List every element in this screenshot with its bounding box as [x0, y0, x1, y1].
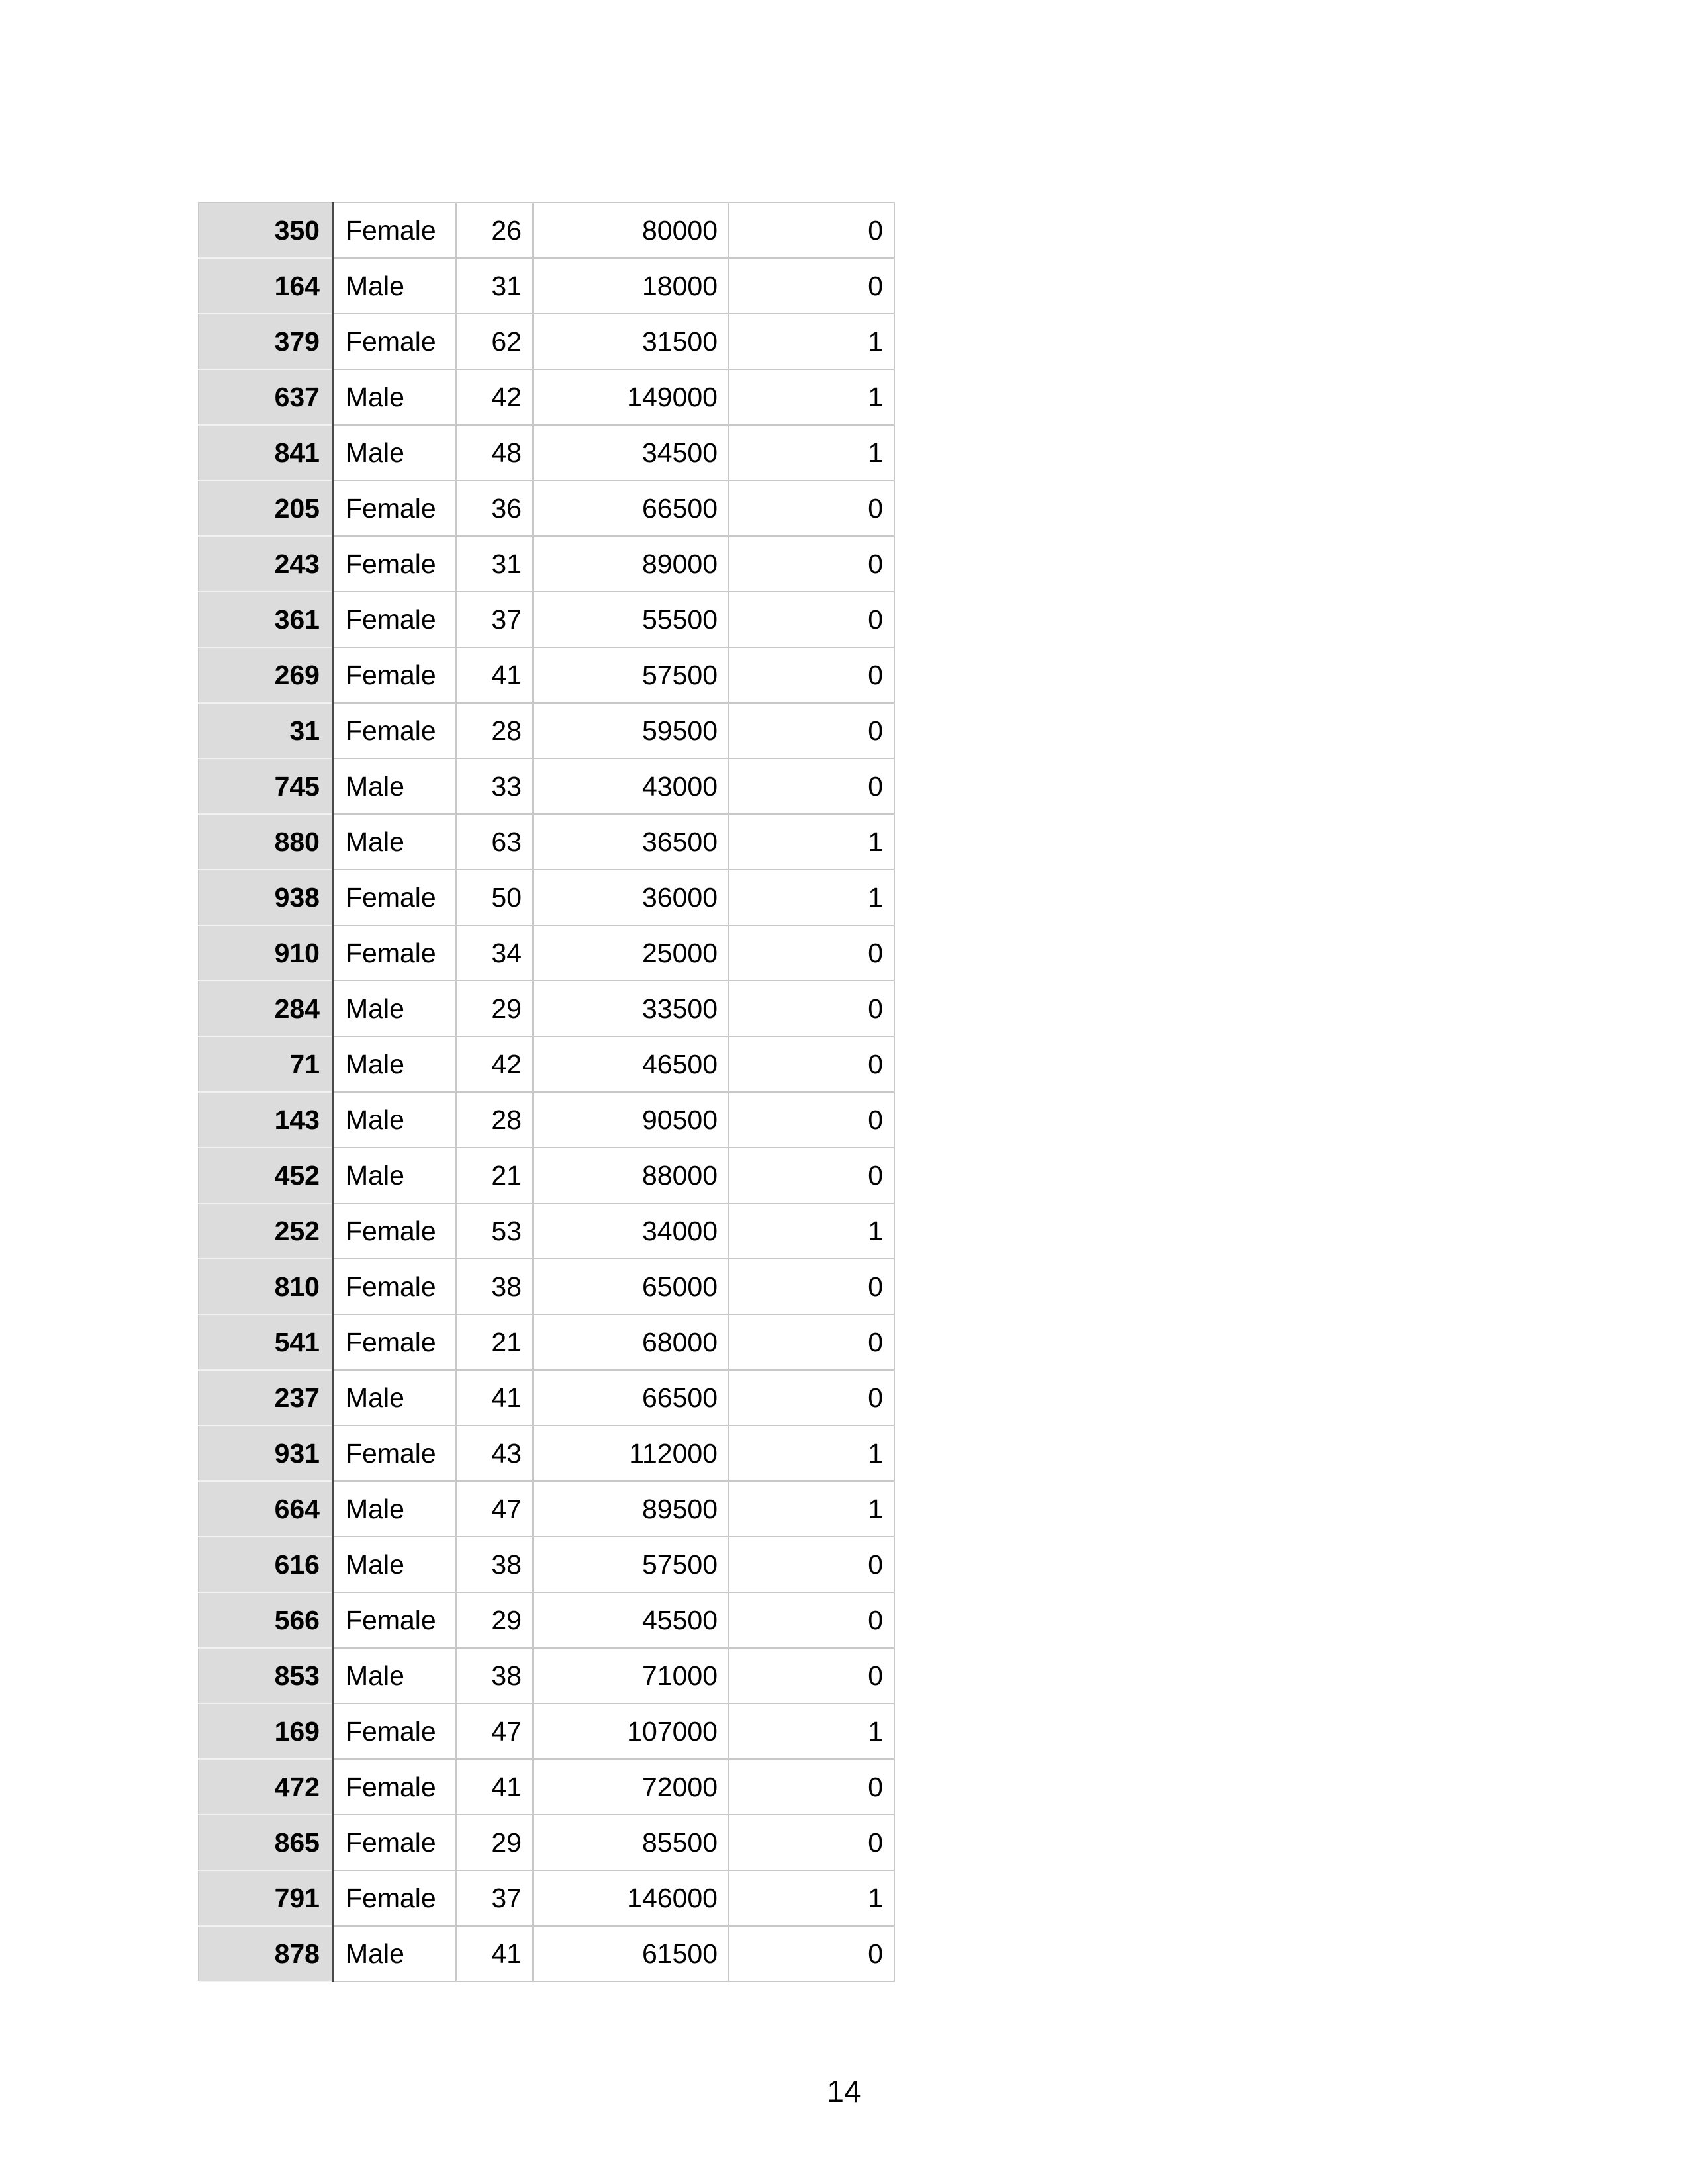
salary-cell[interactable]: 66500: [533, 480, 729, 536]
flag-cell[interactable]: 0: [729, 1148, 894, 1203]
row-id-cell[interactable]: 143: [199, 1092, 333, 1148]
age-cell[interactable]: 38: [456, 1537, 533, 1592]
table-row: [199, 1148, 894, 1203]
gender-cell[interactable]: Female: [333, 1759, 457, 1815]
table-row: [199, 369, 894, 425]
page-number: 14: [827, 2074, 861, 2109]
flag-cell[interactable]: 1: [729, 1870, 894, 1926]
gender-cell[interactable]: Male: [333, 1648, 457, 1704]
row-id-cell[interactable]: 865: [199, 1815, 333, 1870]
age-cell[interactable]: 38: [456, 1648, 533, 1704]
age-cell[interactable]: 42: [456, 369, 533, 425]
salary-cell[interactable]: 57500: [533, 647, 729, 703]
row-id-cell[interactable]: 284: [199, 981, 333, 1036]
salary-cell[interactable]: 59500: [533, 703, 729, 758]
gender-cell[interactable]: Female: [333, 870, 457, 925]
row-id-cell[interactable]: 791: [199, 1870, 333, 1926]
age-cell[interactable]: 50: [456, 870, 533, 925]
flag-cell[interactable]: 0: [729, 258, 894, 314]
flag-cell[interactable]: 1: [729, 1426, 894, 1481]
gender-cell[interactable]: Female: [333, 1314, 457, 1370]
table-row: [199, 425, 894, 480]
age-cell[interactable]: 62: [456, 314, 533, 369]
row-id-cell[interactable]: 252: [199, 1203, 333, 1259]
row-id-cell[interactable]: 880: [199, 814, 333, 870]
age-cell[interactable]: 37: [456, 592, 533, 647]
row-id-cell[interactable]: 164: [199, 258, 333, 314]
flag-cell[interactable]: 0: [729, 647, 894, 703]
table-row: [199, 1426, 894, 1481]
salary-cell[interactable]: 89500: [533, 1481, 729, 1537]
gender-cell[interactable]: Female: [333, 1426, 457, 1481]
salary-cell[interactable]: 146000: [533, 1870, 729, 1926]
gender-cell[interactable]: Male: [333, 814, 457, 870]
table-row: [199, 480, 894, 536]
table-row: [199, 1815, 894, 1870]
gender-cell[interactable]: Female: [333, 1592, 457, 1648]
salary-cell[interactable]: 80000: [533, 203, 729, 258]
salary-cell[interactable]: 34000: [533, 1203, 729, 1259]
table-row: [199, 1370, 894, 1426]
table-row: [199, 1314, 894, 1370]
flag-cell[interactable]: 0: [729, 1314, 894, 1370]
table-row: [199, 1704, 894, 1759]
age-cell[interactable]: 41: [456, 647, 533, 703]
table-row: [199, 203, 894, 258]
row-id-cell[interactable]: 938: [199, 870, 333, 925]
age-cell[interactable]: 26: [456, 203, 533, 258]
gender-cell[interactable]: Male: [333, 425, 457, 480]
table-row: [199, 1537, 894, 1592]
gender-cell[interactable]: Male: [333, 981, 457, 1036]
salary-cell[interactable]: 43000: [533, 758, 729, 814]
flag-cell[interactable]: 1: [729, 425, 894, 480]
salary-cell[interactable]: 31500: [533, 314, 729, 369]
flag-cell[interactable]: 0: [729, 1537, 894, 1592]
age-cell[interactable]: 53: [456, 1203, 533, 1259]
table-row: [199, 1203, 894, 1259]
row-id-cell[interactable]: 637: [199, 369, 333, 425]
table-row: [199, 1259, 894, 1314]
flag-cell[interactable]: 0: [729, 703, 894, 758]
salary-cell[interactable]: 149000: [533, 369, 729, 425]
flag-cell[interactable]: 0: [729, 1092, 894, 1148]
salary-cell[interactable]: 34500: [533, 425, 729, 480]
row-id-cell[interactable]: 31: [199, 703, 333, 758]
salary-cell[interactable]: 90500: [533, 1092, 729, 1148]
table-row: [199, 1592, 894, 1648]
salary-cell[interactable]: 88000: [533, 1148, 729, 1203]
age-cell[interactable]: 41: [456, 1370, 533, 1426]
salary-cell[interactable]: 85500: [533, 1815, 729, 1870]
row-id-cell[interactable]: 853: [199, 1648, 333, 1704]
row-id-cell[interactable]: 664: [199, 1481, 333, 1537]
data-table-body: [199, 203, 894, 1981]
table-row: [199, 1870, 894, 1926]
gender-cell[interactable]: Male: [333, 369, 457, 425]
flag-cell[interactable]: 1: [729, 1481, 894, 1537]
salary-cell[interactable]: 112000: [533, 1426, 729, 1481]
gender-cell[interactable]: Male: [333, 1092, 457, 1148]
age-cell[interactable]: 36: [456, 480, 533, 536]
gender-cell[interactable]: Female: [333, 703, 457, 758]
flag-cell[interactable]: 0: [729, 1036, 894, 1092]
table-row: [199, 925, 894, 981]
salary-cell[interactable]: 46500: [533, 1036, 729, 1092]
gender-cell[interactable]: Female: [333, 203, 457, 258]
gender-cell[interactable]: Male: [333, 1537, 457, 1592]
flag-cell[interactable]: 1: [729, 814, 894, 870]
age-cell[interactable]: 37: [456, 1870, 533, 1926]
age-cell[interactable]: 28: [456, 703, 533, 758]
age-cell[interactable]: 31: [456, 536, 533, 592]
table-row: [199, 1648, 894, 1704]
flag-cell[interactable]: 1: [729, 870, 894, 925]
flag-cell[interactable]: 0: [729, 981, 894, 1036]
row-id-cell[interactable]: 269: [199, 647, 333, 703]
salary-cell[interactable]: 61500: [533, 1926, 729, 1981]
gender-cell[interactable]: Female: [333, 1815, 457, 1870]
table-row: [199, 981, 894, 1036]
table-row: [199, 592, 894, 647]
row-id-cell[interactable]: 566: [199, 1592, 333, 1648]
table-row: [199, 1036, 894, 1092]
age-cell[interactable]: 31: [456, 258, 533, 314]
salary-cell[interactable]: 36500: [533, 814, 729, 870]
salary-cell[interactable]: 45500: [533, 1592, 729, 1648]
salary-cell[interactable]: 72000: [533, 1759, 729, 1815]
age-cell[interactable]: 63: [456, 814, 533, 870]
flag-cell[interactable]: 0: [729, 536, 894, 592]
row-id-cell[interactable]: 878: [199, 1926, 333, 1981]
age-cell[interactable]: 33: [456, 758, 533, 814]
flag-cell[interactable]: 0: [729, 1370, 894, 1426]
flag-cell[interactable]: 0: [729, 925, 894, 981]
row-id-cell[interactable]: 810: [199, 1259, 333, 1314]
flag-cell[interactable]: 0: [729, 592, 894, 647]
gender-cell[interactable]: Female: [333, 1870, 457, 1926]
row-id-cell[interactable]: 452: [199, 1148, 333, 1203]
salary-cell[interactable]: 36000: [533, 870, 729, 925]
salary-cell[interactable]: 18000: [533, 258, 729, 314]
table-row: [199, 1481, 894, 1537]
table-row: [199, 314, 894, 369]
table-row: [199, 814, 894, 870]
flag-cell[interactable]: 0: [729, 1926, 894, 1981]
salary-cell[interactable]: 68000: [533, 1314, 729, 1370]
age-cell[interactable]: 21: [456, 1148, 533, 1203]
row-id-cell[interactable]: 361: [199, 592, 333, 647]
age-cell[interactable]: 41: [456, 1926, 533, 1981]
row-id-cell[interactable]: 931: [199, 1426, 333, 1481]
table-row: [199, 647, 894, 703]
gender-cell[interactable]: Male: [333, 1036, 457, 1092]
salary-cell[interactable]: 57500: [533, 1537, 729, 1592]
age-cell[interactable]: 28: [456, 1092, 533, 1148]
row-id-cell[interactable]: 745: [199, 758, 333, 814]
age-cell[interactable]: 38: [456, 1259, 533, 1314]
table-row: [199, 1759, 894, 1815]
row-id-cell[interactable]: 541: [199, 1314, 333, 1370]
flag-cell[interactable]: 1: [729, 314, 894, 369]
row-id-cell[interactable]: 169: [199, 1704, 333, 1759]
age-cell[interactable]: 42: [456, 1036, 533, 1092]
table-row: [199, 870, 894, 925]
flag-cell[interactable]: 1: [729, 1203, 894, 1259]
flag-cell[interactable]: 0: [729, 203, 894, 258]
flag-cell[interactable]: 0: [729, 1759, 894, 1815]
flag-cell[interactable]: 0: [729, 758, 894, 814]
salary-cell[interactable]: 33500: [533, 981, 729, 1036]
row-id-cell[interactable]: 841: [199, 425, 333, 480]
salary-cell[interactable]: 107000: [533, 1704, 729, 1759]
age-cell[interactable]: 41: [456, 1759, 533, 1815]
gender-cell[interactable]: Male: [333, 1148, 457, 1203]
salary-cell[interactable]: 89000: [533, 536, 729, 592]
table-row: [199, 703, 894, 758]
gender-cell[interactable]: Male: [333, 1481, 457, 1537]
age-cell[interactable]: 29: [456, 1592, 533, 1648]
row-id-cell[interactable]: 237: [199, 1370, 333, 1426]
gender-cell[interactable]: Female: [333, 592, 457, 647]
age-cell[interactable]: 21: [456, 1314, 533, 1370]
flag-cell[interactable]: 0: [729, 480, 894, 536]
gender-cell[interactable]: Female: [333, 647, 457, 703]
gender-cell[interactable]: Female: [333, 1259, 457, 1314]
row-id-cell[interactable]: 616: [199, 1537, 333, 1592]
salary-cell[interactable]: 55500: [533, 592, 729, 647]
gender-cell[interactable]: Male: [333, 1926, 457, 1981]
age-cell[interactable]: 43: [456, 1426, 533, 1481]
age-cell[interactable]: 29: [456, 1815, 533, 1870]
table-row: [199, 1926, 894, 1981]
gender-cell[interactable]: Male: [333, 1370, 457, 1426]
flag-cell[interactable]: 0: [729, 1592, 894, 1648]
gender-cell[interactable]: Female: [333, 925, 457, 981]
gender-cell[interactable]: Male: [333, 258, 457, 314]
row-id-cell[interactable]: 350: [199, 203, 333, 258]
flag-cell[interactable]: 1: [729, 369, 894, 425]
data-table: [198, 202, 895, 1982]
gender-cell[interactable]: Female: [333, 480, 457, 536]
gender-cell[interactable]: Female: [333, 314, 457, 369]
gender-cell[interactable]: Female: [333, 536, 457, 592]
salary-cell[interactable]: 25000: [533, 925, 729, 981]
table-row: [199, 758, 894, 814]
row-id-cell[interactable]: 205: [199, 480, 333, 536]
gender-cell[interactable]: Female: [333, 1203, 457, 1259]
salary-cell[interactable]: 66500: [533, 1370, 729, 1426]
flag-cell[interactable]: 0: [729, 1815, 894, 1870]
row-id-cell[interactable]: 910: [199, 925, 333, 981]
row-id-cell[interactable]: 243: [199, 536, 333, 592]
salary-cell[interactable]: 71000: [533, 1648, 729, 1704]
salary-cell[interactable]: 65000: [533, 1259, 729, 1314]
age-cell[interactable]: 34: [456, 925, 533, 981]
row-id-cell[interactable]: 379: [199, 314, 333, 369]
age-cell[interactable]: 47: [456, 1481, 533, 1537]
gender-cell[interactable]: Female: [333, 1704, 457, 1759]
table-row: [199, 258, 894, 314]
flag-cell[interactable]: 0: [729, 1648, 894, 1704]
row-id-cell[interactable]: 71: [199, 1036, 333, 1092]
table-row: [199, 536, 894, 592]
age-cell[interactable]: 47: [456, 1704, 533, 1759]
row-id-cell[interactable]: 472: [199, 1759, 333, 1815]
table-row: [199, 1092, 894, 1148]
age-cell[interactable]: 48: [456, 425, 533, 480]
flag-cell[interactable]: 1: [729, 1704, 894, 1759]
gender-cell[interactable]: Male: [333, 758, 457, 814]
flag-cell[interactable]: 0: [729, 1259, 894, 1314]
age-cell[interactable]: 29: [456, 981, 533, 1036]
